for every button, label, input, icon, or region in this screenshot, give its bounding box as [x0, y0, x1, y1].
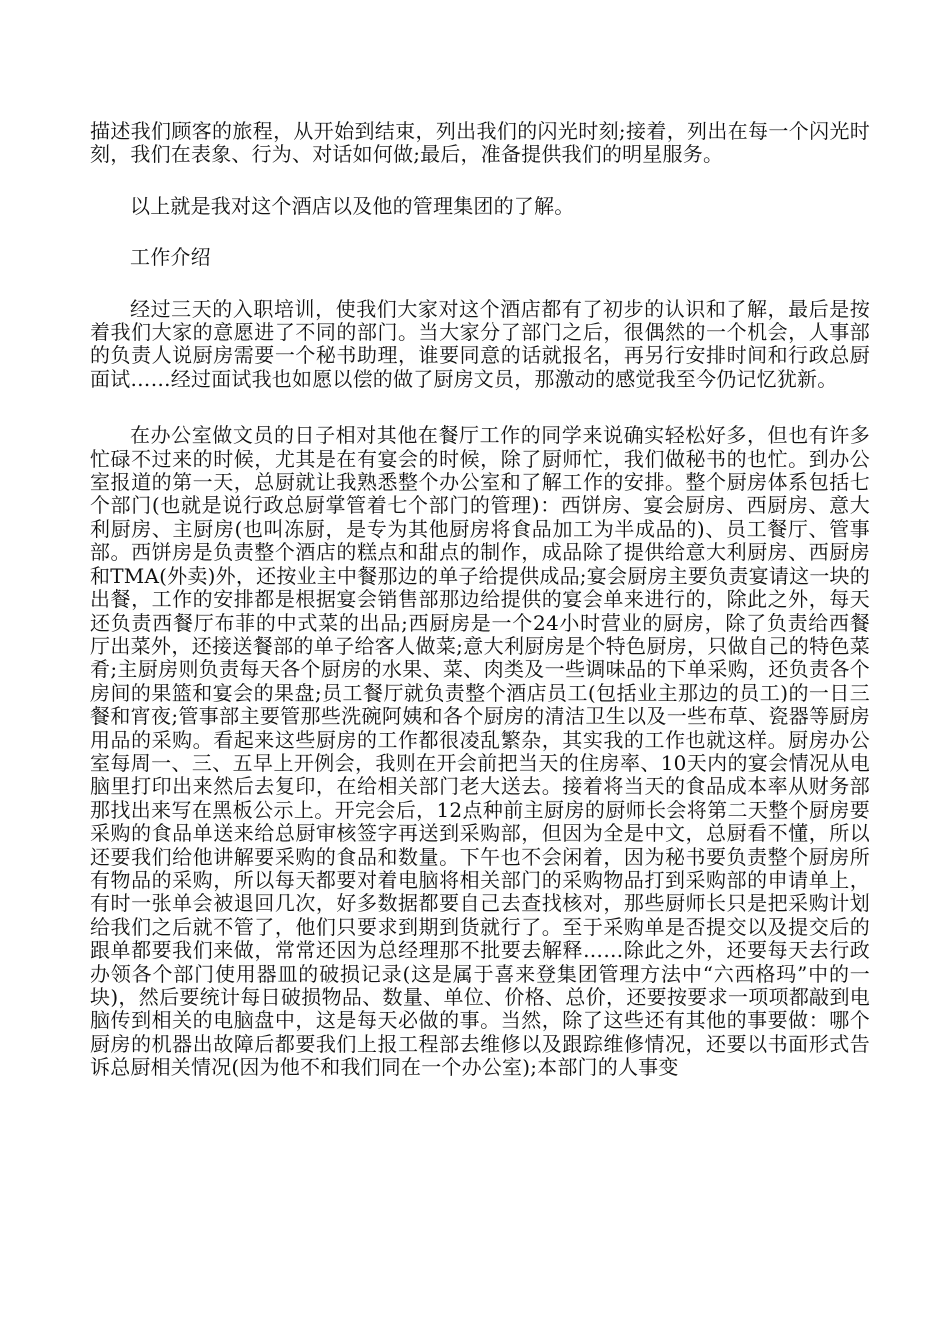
paragraph-journey: 描述我们顾客的旅程，从开始到结束，列出我们的闪光时刻;接着，列出在每一个闪光时刻，我们在表象、行为、对话如何做;最后，准备提供我们的明星服务。 — [90, 119, 870, 167]
section-heading-work-intro: 工作介绍 — [130, 245, 211, 270]
document-page — [90, 120, 870, 1080]
paragraph-onboarding: 经过三天的入职培训，使我们大家对这个酒店都有了初步的认识和了解，最后是按着我们大家的意愿进了不同的部门。当大家分了部门之后，很偶然的一个机会，人事部的负责人说厨房需要一个秘书助理，谁要同意的话就报名，再另行安排时间和行政总厨面试……经过面试我也如愿以偿的做了厨房文员，那激动的感觉我至今仍记忆犹新。 — [90, 296, 870, 391]
paragraph-summary: 以上就是我对这个酒店以及他的管理集团的了解。 — [130, 193, 575, 218]
paragraph-office-work: 在办公室做文员的日子相对其他在餐厅工作的同学来说确实轻松好多，但也有许多忙碌不过来的时候，尤其是在有宴会的时候，除了厨师忙，我们做秘书的也忙。到办公室报道的第一天，总厨就让我熟悉整个办公室和了解工作的安排。整个厨房体系包括七个部门(也就是说行政总厨掌管着七个部门的管理)：西饼房、宴会厨房、西厨房、意大利厨房、主厨房(也叫冻厨，是专为其他厨房将食品加工为半成品的)、员工餐厅、管事部。西饼房是负责整个酒店的糕点和甜点的制作，成品除了提供给意大利厨房、西厨房和TMA(外卖)外，还按业主中餐那边的单子给提供成品;宴会厨房主要负责宴请这一块的出餐，工作的安排都是根据宴会销售部那边给提供的宴会单来进行的，除此之外，每天还负责西餐厅布菲的中式菜的出品;西厨房是一个24小时营业的厨房，除了负责给西餐厅出菜外，还接送餐部的单子给客人做菜;意大利厨房是个特色厨房，只做自己的特色菜肴;主厨房则负责每天各个厨房的水果、菜、肉类及一些调味品的下单采购，还负责各个房间的果篮和宴会的果盘;员工餐厅就负责整个酒店员工(包括业主那边的员工)的一日三餐和宵夜;管事部主要管那些洗碗阿姨和各个厨房的清洁卫生以及一些布草、瓷器等厨房用品的采购。看起来这些厨房的工作都很凌乱繁杂，其实我的工作也就这样。厨房办公室每周一、三、五早上开例会，我则在开会前把当天的住房率、10天内的宴会情况从电脑里打印出来然后去复印，在给相关部门老大送去。接着将当天的食品成本率从财务部那找出来写在黑板公示上。开完会后，12点种前主厨房的厨师长会将第二天整个厨房要采购的食品单送来给总厨审核签字再送到采购部，但因为全是中文，总厨看不懂，所以还要我们给他讲解要采购的食品和数量。下午也不会闲着，因为秘书要负责整个厨房所有物品的采购，所以每天都要对着电脑将相关部门的采购物品打到采购部的申请单上，有时一张单会被退回几次，好多数据都要自己去查找核对，那些厨师长只是把采购计划给我们之后就不管了，他们只要求到期到货就行了。至于采购单是否提交以及提交后的跟单都要我们来做，常常还因为总经理那不批要去解释……除此之外，还要每天去行政办领各个部门使用器皿的破损记录(这是属于喜来登集团管理方法中“六西格玛”中的一块)，然后要统计每日破损物品、数量、单位、价格、总价，还要按要求一项项都敲到电脑传到相关的电脑盘中，这是每天必做的事。当然，除了这些还有其他的事要做：哪个厨房的机器出故障后都要我们上报工程部去维修以及跟踪维修情况，还要以书面形式告诉总厨相关情况(因为他不和我们同在一个办公室);本部门的人事变 — [90, 423, 870, 1080]
